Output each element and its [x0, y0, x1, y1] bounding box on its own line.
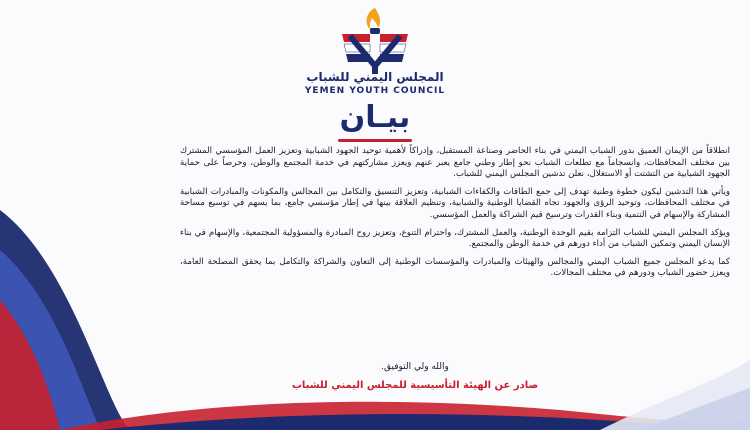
paragraph-4: كما يدعو المجلس جميع الشباب اليمني والمجالس والهيئات والمبادرات والمؤسسات الوطنية إلى التعاون والشراكة والتكامل بما يحقق المصلحة العامة، ويعزز حضور الشباب ودورهم في مختلف المجالات. — [180, 256, 730, 279]
statement-body — [180, 146, 730, 286]
title-underline — [338, 139, 412, 142]
statement-title: بيـان — [339, 100, 411, 135]
issuer-line: صادر عن الهيئة التأسيسية للمجلس اليمني للشباب — [291, 380, 539, 391]
paragraph-1: انطلاقاً من الإيمان العميق بدور الشباب اليمني في بناء الحاضر وصناعة المستقبل، وإدراكاً لأهمية توحيد الجهود الشبابية وتعزيز العمل المؤسسي المشترك بين مختلف المحافظات، وانسجاماً مع تطلعات الشباب نحو إطار وطني جامع يعبر عنهم ويعزز مشاركتهم في خدمة المجتمع والوطن، وحرصاً على حماية الجهود الشبابية من التشتت أو الاستغلال، نعلن تدشين المجلس اليمني للشباب. — [180, 146, 730, 180]
council-name-english: YEMEN YOUTH COUNCIL — [304, 86, 446, 96]
council-logo-icon — [320, 6, 430, 76]
closing-line: والله ولي التوفيق. — [381, 362, 449, 372]
paragraph-2: ويأتي هذا التدشين ليكون خطوة وطنية تهدف إلى جمع الطاقات والكفاءات الشبابية، وتعزيز التنسيق والتكامل بين المجالس والمكونات والمبادرات الشبابية في مختلف المحافظات، وتوحيد الرؤى والجهود تجاه القضايا الوطنية والشبابية، وتنظيم العلاقة بينها في إطار مؤسسي جامع، بما يسهم في توسيع مساحة المشاركة والإسهام في التنمية وبناء القدرات وترسيخ قيم الشراكة والعمل المؤسسي. — [180, 186, 730, 220]
paragraph-3: ويؤكد المجلس اليمني للشباب التزامه بقيم الوحدة الوطنية، والعمل المشترك، واحترام التنوع، وتعزيز روح المبادرة والمسؤولية المجتمعية، والإسهام في بناء الإنسان اليمني وتمكين الشباب من أداء دورهم في خدمة الوطن والمجتمع. — [180, 227, 730, 250]
council-name-arabic: المجلس اليمني للشباب — [306, 70, 444, 84]
